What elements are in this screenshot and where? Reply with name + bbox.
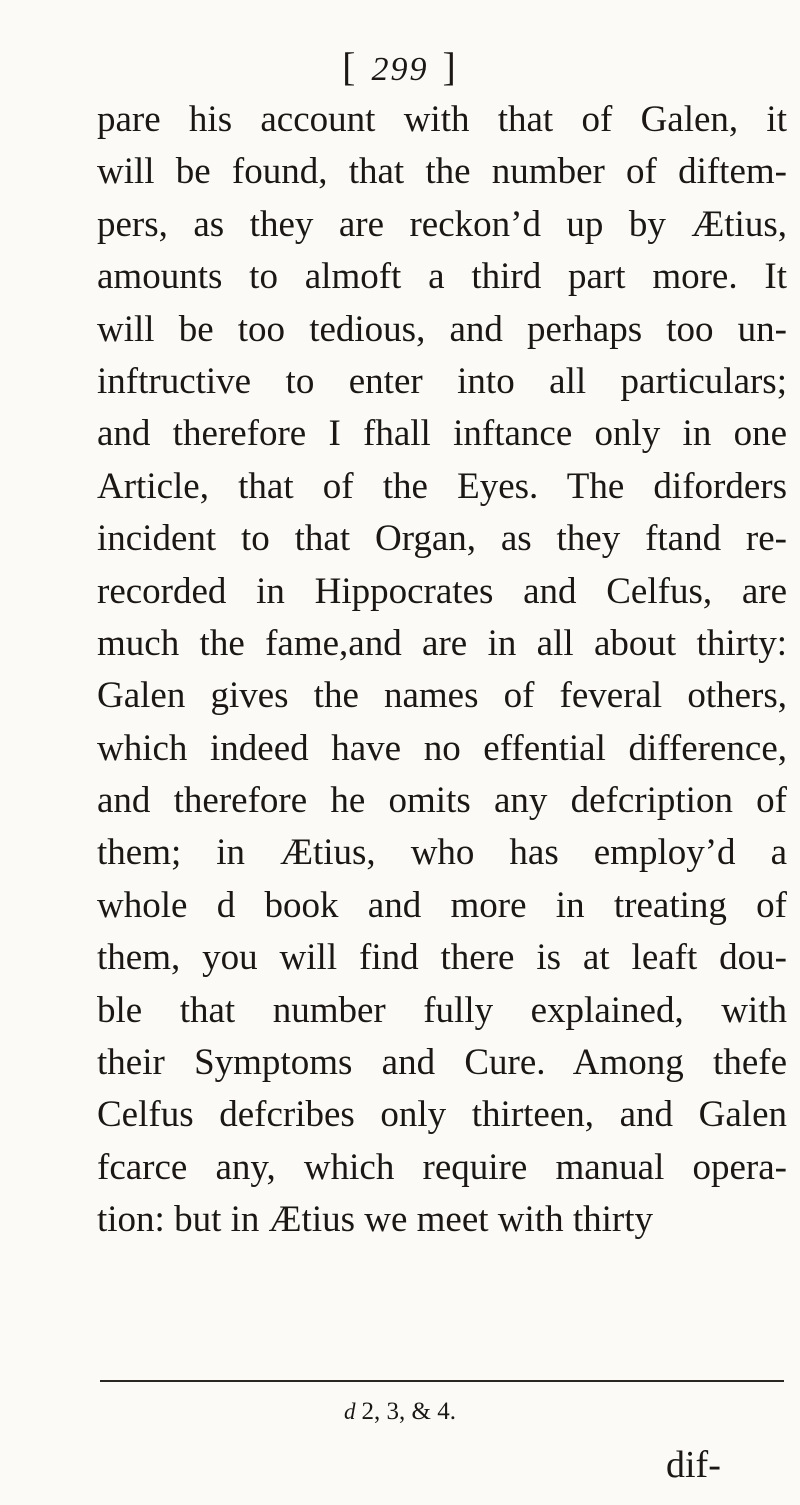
text-line: much the fame,and are in all about thirty: xyxy=(97,622,787,664)
bracket-close: ] xyxy=(442,44,458,89)
text-line: tion: but in Ætius we meet with thirty xyxy=(97,1199,653,1241)
text-line: which indeed have no effential difference, xyxy=(97,727,787,769)
text-line: ble that number fully explained, with xyxy=(97,989,787,1031)
text-line: amounts to almoft a third part more. It xyxy=(97,256,787,298)
catchword: dif- xyxy=(666,1444,721,1486)
text-line: them; in Ætius, who has employ’d a xyxy=(97,832,787,874)
footnote-divider xyxy=(100,1380,784,1382)
text-line: will be found, that the number of diftem- xyxy=(97,151,787,193)
text-line: and therefore he omits any defcription of xyxy=(97,780,787,822)
body-text xyxy=(97,94,787,1247)
text-line: and therefore I fhall inftance only in one xyxy=(97,413,787,455)
page-number: 299 xyxy=(371,51,429,88)
footnote-text: 2, 3, & 4. xyxy=(361,1398,456,1425)
page-header xyxy=(0,42,800,95)
text-line: Galen gives the names of feveral others, xyxy=(97,675,787,717)
bracket-open: [ xyxy=(342,44,358,89)
text-line: them, you will find there is at leaft dou- xyxy=(97,937,787,979)
text-line: inftructive to enter into all particulars; xyxy=(97,360,787,402)
text-line: pers, as they are reckon’d up by Ætius, xyxy=(97,203,787,245)
text-line: recorded in Hippocrates and Celfus, are xyxy=(97,570,787,612)
text-line: incident to that Organ, as they ftand re- xyxy=(97,518,787,560)
text-line: Article, that of the Eyes. The diforders xyxy=(97,465,787,507)
footnote xyxy=(0,1396,800,1428)
text-line: whole d book and more in treating of xyxy=(97,884,787,926)
text-line: will be too tedious, and perhaps too un- xyxy=(97,308,787,350)
footnote-marker: d xyxy=(344,1399,356,1424)
text-line: Celfus defcribes only thirteen, and Galen xyxy=(97,1094,787,1136)
text-line: pare his account with that of Galen, it xyxy=(97,99,787,140)
text-line: fcarce any, which require manual opera- xyxy=(97,1146,787,1188)
text-line: their Symptoms and Cure. Among thefe xyxy=(97,1042,787,1084)
